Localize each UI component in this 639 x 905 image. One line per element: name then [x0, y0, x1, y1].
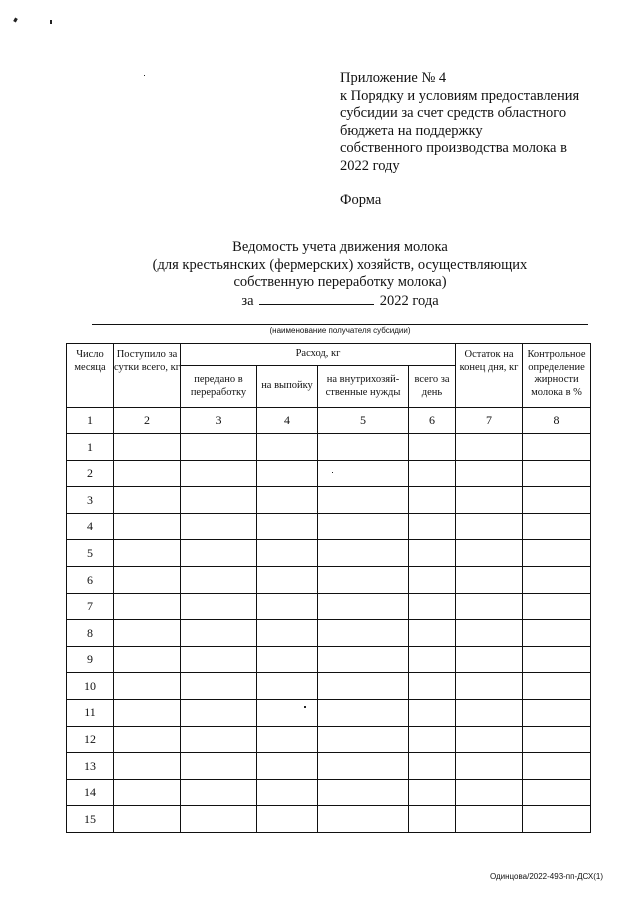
milk-ledger-table	[66, 343, 591, 833]
header-expense-group: Расход, кг	[181, 344, 456, 366]
row-day-number: 5	[67, 540, 114, 567]
entry-cell[interactable]	[456, 806, 523, 833]
row-day-number: 15	[67, 806, 114, 833]
scan-speck	[13, 18, 18, 23]
entry-cell[interactable]	[318, 620, 409, 647]
entry-cell[interactable]	[181, 540, 257, 567]
row-day-number: 13	[67, 753, 114, 780]
appendix-line: собственного производства молока в	[340, 140, 567, 156]
entry-cell[interactable]	[114, 513, 181, 540]
entry-cell[interactable]	[181, 620, 257, 647]
scan-speck	[304, 706, 306, 708]
appendix-line: бюджета на поддержку	[340, 122, 483, 139]
entry-cell[interactable]	[318, 699, 409, 726]
entry-cell[interactable]	[181, 646, 257, 673]
entry-cell[interactable]	[456, 540, 523, 567]
document-footer-code: Одинцова/2022-493-пп-ДСХ(1)	[489, 872, 603, 881]
column-number: 5	[318, 408, 409, 434]
entry-cell[interactable]	[456, 434, 523, 461]
appendix-line: субсидии за счет средств областного	[340, 105, 567, 121]
entry-cell[interactable]	[523, 726, 591, 753]
entry-cell[interactable]	[456, 460, 523, 487]
entry-cell[interactable]	[318, 487, 409, 514]
entry-cell[interactable]	[257, 487, 318, 514]
entry-cell[interactable]	[523, 593, 591, 620]
entry-cell[interactable]	[181, 753, 257, 780]
entry-cell[interactable]	[409, 806, 456, 833]
entry-cell[interactable]	[523, 434, 591, 461]
row-day-number: 3	[67, 487, 114, 514]
entry-cell[interactable]	[114, 646, 181, 673]
header-day: Число месяца	[67, 344, 114, 408]
entry-cell[interactable]	[181, 726, 257, 753]
entry-cell[interactable]	[318, 540, 409, 567]
title-line-1: Ведомость учета движения молока	[232, 239, 448, 255]
entry-cell[interactable]	[181, 487, 257, 514]
entry-cell[interactable]	[257, 779, 318, 806]
entry-cell[interactable]	[523, 806, 591, 833]
row-day-number: 6	[67, 566, 114, 593]
entry-cell[interactable]	[456, 673, 523, 700]
row-day-number: 1	[67, 434, 114, 461]
entry-cell[interactable]	[257, 593, 318, 620]
entry-cell[interactable]	[181, 593, 257, 620]
appendix-line: к Порядку и условиям предоставления	[340, 87, 580, 104]
appendix-line: Приложение № 4	[340, 70, 447, 86]
entry-cell[interactable]	[318, 646, 409, 673]
table-row	[67, 673, 591, 700]
row-day-number: 4	[67, 513, 114, 540]
entry-cell[interactable]	[409, 540, 456, 567]
row-day-number: 7	[67, 593, 114, 620]
entry-cell[interactable]	[181, 460, 257, 487]
entry-cell[interactable]	[257, 540, 318, 567]
entry-cell[interactable]	[318, 779, 409, 806]
entry-cell[interactable]	[181, 699, 257, 726]
entry-cell[interactable]	[409, 566, 456, 593]
row-day-number: 8	[67, 620, 114, 647]
entry-cell[interactable]	[257, 646, 318, 673]
entry-cell[interactable]	[409, 699, 456, 726]
entry-cell[interactable]	[181, 779, 257, 806]
header-fat-control: Контрольное определение жирности молока в %	[523, 344, 591, 408]
period-prefix: за	[241, 292, 254, 309]
table-row	[67, 593, 591, 620]
row-day-number: 14	[67, 779, 114, 806]
entry-cell[interactable]	[456, 620, 523, 647]
entry-cell[interactable]	[181, 566, 257, 593]
title-line-2: (для крестьянских (фермерских) хозяйств, осуществляющих	[152, 256, 528, 273]
row-day-number: 12	[67, 726, 114, 753]
entry-cell[interactable]	[523, 699, 591, 726]
entry-cell[interactable]	[409, 460, 456, 487]
entry-cell[interactable]	[318, 513, 409, 540]
entry-cell[interactable]	[181, 513, 257, 540]
header-transferred: передано в переработку	[181, 366, 257, 408]
table-row	[67, 487, 591, 514]
entry-cell[interactable]	[318, 753, 409, 780]
entry-cell[interactable]	[114, 699, 181, 726]
entry-cell[interactable]	[257, 460, 318, 487]
appendix-block	[340, 70, 630, 210]
entry-cell[interactable]	[318, 726, 409, 753]
table-row	[67, 779, 591, 806]
header-balance: Остаток на конец дня, кг	[456, 344, 523, 408]
entry-cell[interactable]	[114, 779, 181, 806]
table-row	[67, 434, 591, 461]
entry-cell[interactable]	[114, 460, 181, 487]
entry-cell[interactable]	[318, 434, 409, 461]
entry-cell[interactable]	[257, 726, 318, 753]
entry-cell[interactable]	[456, 487, 523, 514]
entry-cell[interactable]	[114, 540, 181, 567]
entry-cell[interactable]	[318, 566, 409, 593]
entry-cell[interactable]	[257, 620, 318, 647]
entry-cell[interactable]	[409, 753, 456, 780]
entry-cell[interactable]	[181, 806, 257, 833]
column-number: 1	[67, 408, 114, 434]
column-number: 3	[181, 408, 257, 434]
entry-cell[interactable]	[318, 593, 409, 620]
entry-cell[interactable]	[181, 673, 257, 700]
entry-cell[interactable]	[409, 620, 456, 647]
column-number-row	[67, 408, 591, 434]
entry-cell[interactable]	[523, 779, 591, 806]
entry-cell[interactable]	[456, 779, 523, 806]
header-received: Поступило за сутки всего, кг	[114, 344, 181, 408]
column-number: 8	[523, 408, 591, 434]
entry-cell[interactable]	[523, 566, 591, 593]
entry-cell[interactable]	[456, 566, 523, 593]
entry-cell[interactable]	[114, 434, 181, 461]
entry-cell[interactable]	[409, 434, 456, 461]
entry-cell[interactable]	[114, 593, 181, 620]
entry-cell[interactable]	[523, 620, 591, 647]
entry-cell[interactable]	[257, 673, 318, 700]
entry-cell[interactable]	[456, 646, 523, 673]
appendix-line: 2022 году	[340, 157, 400, 174]
entry-cell[interactable]	[257, 566, 318, 593]
entry-cell[interactable]	[257, 806, 318, 833]
entry-cell[interactable]	[318, 673, 409, 700]
header-feeding: на выпойку	[257, 366, 318, 408]
recipient-name-field[interactable]	[92, 324, 588, 325]
entry-cell[interactable]	[456, 726, 523, 753]
table-row	[67, 566, 591, 593]
table-row	[67, 540, 591, 567]
table-row	[67, 460, 591, 487]
entry-cell[interactable]	[456, 513, 523, 540]
column-number: 7	[456, 408, 523, 434]
table-row	[67, 513, 591, 540]
entry-cell[interactable]	[409, 487, 456, 514]
entry-cell[interactable]	[318, 806, 409, 833]
row-day-number: 10	[67, 673, 114, 700]
document-title	[90, 239, 590, 310]
entry-cell[interactable]	[257, 434, 318, 461]
entry-cell[interactable]	[409, 673, 456, 700]
entry-cell[interactable]	[114, 620, 181, 647]
entry-cell[interactable]	[456, 699, 523, 726]
entry-cell[interactable]	[409, 646, 456, 673]
entry-cell[interactable]	[409, 779, 456, 806]
entry-cell[interactable]	[409, 513, 456, 540]
entry-cell[interactable]	[523, 540, 591, 567]
row-day-number: 11	[67, 699, 114, 726]
table-row	[67, 753, 591, 780]
header-total-day: всего за день	[409, 366, 456, 408]
entry-cell[interactable]	[409, 593, 456, 620]
entry-cell[interactable]	[409, 726, 456, 753]
entry-cell[interactable]	[523, 753, 591, 780]
table-row	[67, 620, 591, 647]
entry-cell[interactable]	[523, 646, 591, 673]
entry-cell[interactable]	[114, 673, 181, 700]
entry-cell[interactable]	[181, 434, 257, 461]
entry-cell[interactable]	[114, 806, 181, 833]
row-day-number: 9	[67, 646, 114, 673]
scan-speck	[144, 75, 145, 76]
entry-cell[interactable]	[318, 460, 409, 487]
entry-cell[interactable]	[257, 753, 318, 780]
entry-cell[interactable]	[257, 699, 318, 726]
entry-cell[interactable]	[114, 753, 181, 780]
entry-cell[interactable]	[114, 566, 181, 593]
entry-cell[interactable]	[523, 460, 591, 487]
entry-cell[interactable]	[114, 726, 181, 753]
title-line-3: собственную переработку молока)	[233, 274, 447, 290]
scan-speck	[332, 472, 333, 473]
entry-cell[interactable]	[523, 487, 591, 514]
entry-cell[interactable]	[523, 513, 591, 540]
table-row	[67, 646, 591, 673]
column-number: 6	[409, 408, 456, 434]
entry-cell[interactable]	[456, 593, 523, 620]
table-row	[67, 726, 591, 753]
scan-speck	[50, 20, 52, 24]
entry-cell[interactable]	[456, 753, 523, 780]
column-number: 4	[257, 408, 318, 434]
row-day-number: 2	[67, 460, 114, 487]
header-internal: на внутрихозяй-ственные нужды	[318, 366, 409, 408]
table-row	[67, 806, 591, 833]
period-blank-field[interactable]	[259, 292, 374, 305]
period-suffix: 2022 года	[379, 292, 439, 309]
recipient-caption: (наименование получателя субсидии)	[269, 326, 411, 335]
entry-cell[interactable]	[114, 487, 181, 514]
table-row	[67, 699, 591, 726]
period-line	[90, 292, 590, 311]
column-number: 2	[114, 408, 181, 434]
entry-cell[interactable]	[523, 673, 591, 700]
form-label: Форма	[340, 192, 382, 208]
entry-cell[interactable]	[257, 513, 318, 540]
